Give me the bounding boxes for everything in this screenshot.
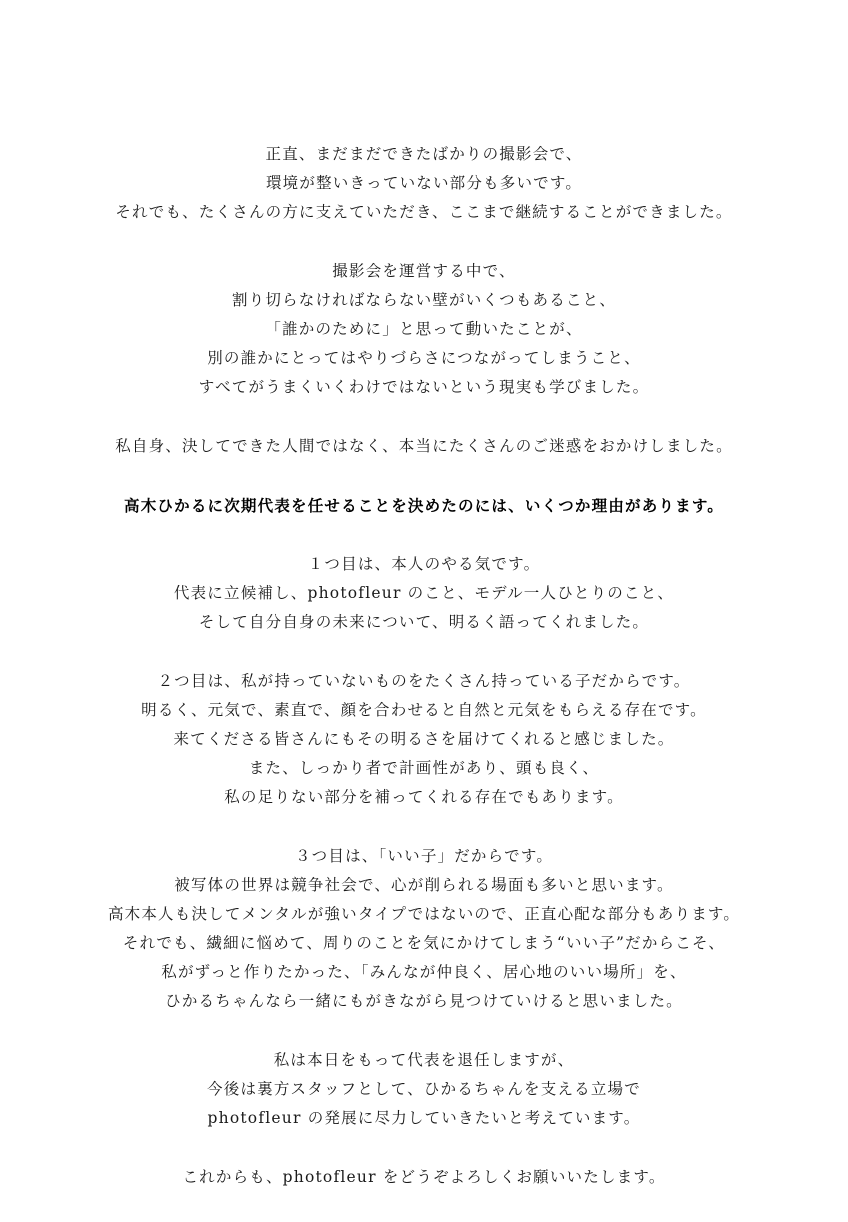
text-line: 被写体の世界は競争社会で、心が削られる場面も多いと思います。 — [174, 876, 674, 894]
paragraph-reason-1 — [0, 550, 848, 637]
text-line: ２つ目は、私が持っていないものをたくさん持っている子だからです。 — [157, 672, 691, 690]
paragraph-reason-2 — [0, 667, 848, 812]
paragraph-apology — [0, 432, 848, 461]
text-line: 明るく、元気で、素直で、顔を合わせると自然と元気をもらえる存在です。 — [141, 701, 707, 719]
paragraph-reason-3 — [0, 842, 848, 1016]
text-line: 正直、まだまだできたばかりの撮影会で、 — [265, 145, 583, 163]
paragraph-resignation — [0, 1046, 848, 1133]
text-line: 割り切らなければならない壁がいくつもあること、 — [231, 291, 617, 309]
text-line: すべてがうまくいくわけではないという現実も学びました。 — [198, 378, 650, 396]
text-line: 来てくださる皆さんにもその明るさを届けてくれると感じました。 — [173, 730, 675, 748]
text-line: １つ目は、本人のやる気です。 — [307, 555, 541, 573]
text-line: ３つ目は、「いい子」だからです。 — [294, 847, 554, 865]
text-line: そして自分自身の未来について、明るく語ってくれました。 — [198, 613, 650, 631]
letter-body — [0, 140, 848, 1222]
text-line: photofleur の発展に尽力していきたいと考えています。 — [207, 1109, 641, 1127]
text-line: 撮影会を運営する中で、 — [332, 262, 516, 280]
text-line: 私自身、決してできた人間ではなく、本当にたくさんのご迷惑をおかけしました。 — [115, 437, 733, 455]
text-line: これからも、photofleur をどうぞよろしくお願いいたします。 — [182, 1168, 666, 1186]
text-line: 今後は裏方スタッフとして、ひかるちゃんを支える立場で — [207, 1080, 641, 1098]
text-line: 私の足りない部分を補ってくれる存在でもあります。 — [224, 788, 624, 806]
text-line: それでも、たくさんの方に支えていただき、ここまで継続することができました。 — [115, 203, 733, 221]
text-line: 代表に立候補し、photofleur のこと、モデル一人ひとりのこと、 — [173, 584, 675, 602]
text-line: 環境が整いきっていない部分も多いです。 — [265, 174, 583, 192]
text-line: 別の誰かにとってはやりづらさにつながってしまうこと、 — [207, 349, 641, 367]
text-line: それでも、繊細に悩めて、周りのことを気にかけてしまう“いい子”だからこそ、 — [122, 934, 726, 952]
text-line: 高木本人も決してメンタルが強いタイプではないので、正直心配な部分もあります。 — [107, 905, 741, 923]
paragraph-closing — [0, 1163, 848, 1192]
paragraph-successor-heading — [0, 491, 848, 520]
paragraph-lessons — [0, 257, 848, 402]
text-line: ひかるちゃんなら一緒にもがきながら見つけていけると思いました。 — [165, 992, 683, 1010]
text-line: 私は本日をもって代表を退任しますが、 — [273, 1051, 575, 1069]
text-line: 私がずっと作りたかった、「みんなが仲良く、居心地のいい場所」を、 — [161, 963, 687, 981]
text-line: 「誰かのために」と思って動いたことが、 — [265, 320, 583, 338]
paragraph-circumstances — [0, 140, 848, 227]
text-line: また、しっかり者で計画性があり、頭も良く、 — [248, 759, 600, 777]
text-line: 高木ひかるに次期代表を任せることを決めたのには、いくつか理由があります。 — [124, 496, 724, 515]
